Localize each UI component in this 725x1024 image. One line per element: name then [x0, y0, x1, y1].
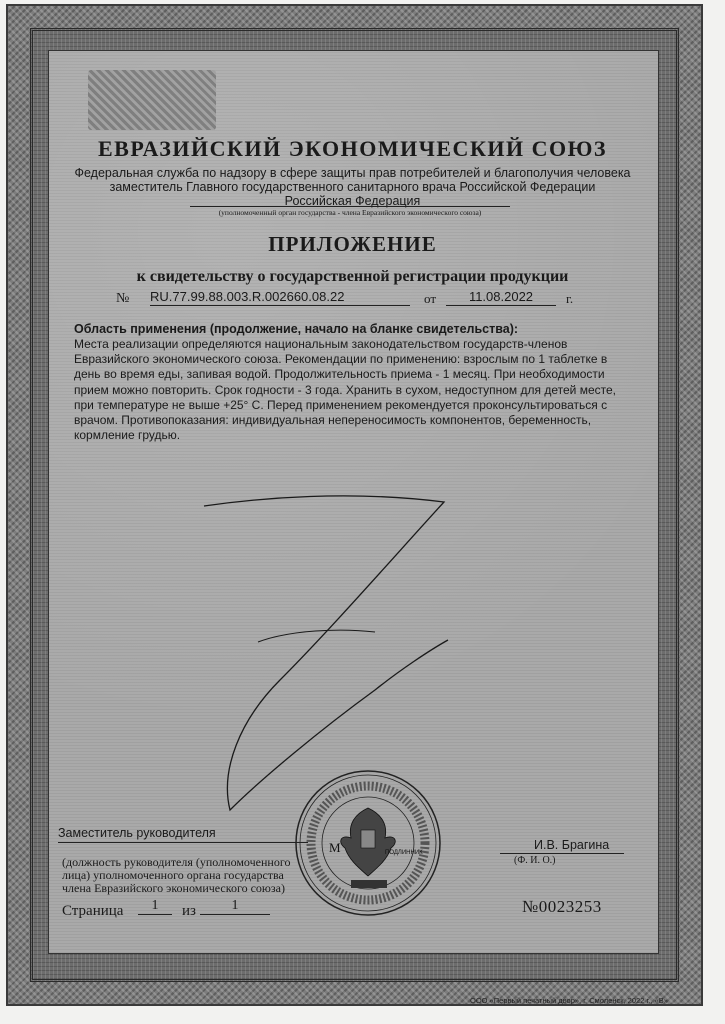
of-label: из: [182, 903, 196, 919]
name-line: [500, 853, 624, 854]
scope-heading: Область применения (продолжение, начало на бланке свидетельства):: [74, 322, 519, 336]
official-seal-icon: [293, 768, 443, 918]
serial-number: №0023253: [522, 897, 602, 916]
fio-caption: (Ф. И. О.): [514, 855, 556, 866]
year-suffix: г.: [566, 291, 574, 306]
seal-word: ПОДЛИННИК: [385, 850, 423, 856]
page-number: 1: [138, 898, 172, 915]
authority-line-1: Федеральная служба по надзору в сфере защиты прав потребителей и благополучия человека: [74, 166, 631, 180]
page-total: 1: [200, 898, 270, 915]
authority-caption: (уполномоченный орган государства - члена Евразийского экономического союза): [190, 206, 510, 217]
hologram-sticker: [88, 70, 216, 130]
page-label: Страница: [62, 903, 124, 919]
printer-imprint: ООО «Первый печатный двор», г. Смоленск, 2022 г., «В»: [470, 996, 668, 1005]
signatory-position: Заместитель руководителя: [58, 826, 216, 840]
registration-date: 11.08.2022: [446, 289, 556, 306]
scope-text: Места реализации определяются национальным законодательством государств-членов Евразийского экономического союза. Рекомендации по применению: взрослым по 1 таблетке в день во время еды, запивая водой. Продолжительность приема - 1 месяц. При необходимости прием можно повторить. Срок годности - 3 года. Хранить в сухом, недоступном для детей месте, при температуре не выше +25° С. Перед применением рекомендуется проконсультироваться с врачом. Противопоказания: индивидуальная непереносимость компонентов, беременность, кормление грудью.: [74, 337, 616, 443]
appendix-title: ПРИЛОЖЕНИЕ: [268, 232, 437, 256]
signatory-name: И.В. Брагина: [534, 838, 610, 852]
authority-line-3: Российская Федерация: [284, 194, 421, 208]
position-caption: (должность руководителя (уполномоченного лица) уполномоченного органа государства члена Евразийского экономического союза): [62, 855, 291, 895]
registration-number: RU.77.99.88.003.R.002660.08.22: [150, 289, 410, 306]
date-from-label: от: [424, 291, 437, 306]
authority-line-2: заместитель Главного государственного санитарного врача Российской Федерации: [109, 180, 596, 194]
union-title: ЕВРАЗИЙСКИЙ ЭКОНОМИЧЕСКИЙ СОЮЗ: [97, 136, 608, 161]
number-label: №: [116, 291, 130, 306]
appendix-subtitle: к свидетельству о государственной регистрации продукции: [136, 268, 569, 285]
position-line: [58, 842, 308, 843]
seal-letter: М: [329, 840, 341, 855]
